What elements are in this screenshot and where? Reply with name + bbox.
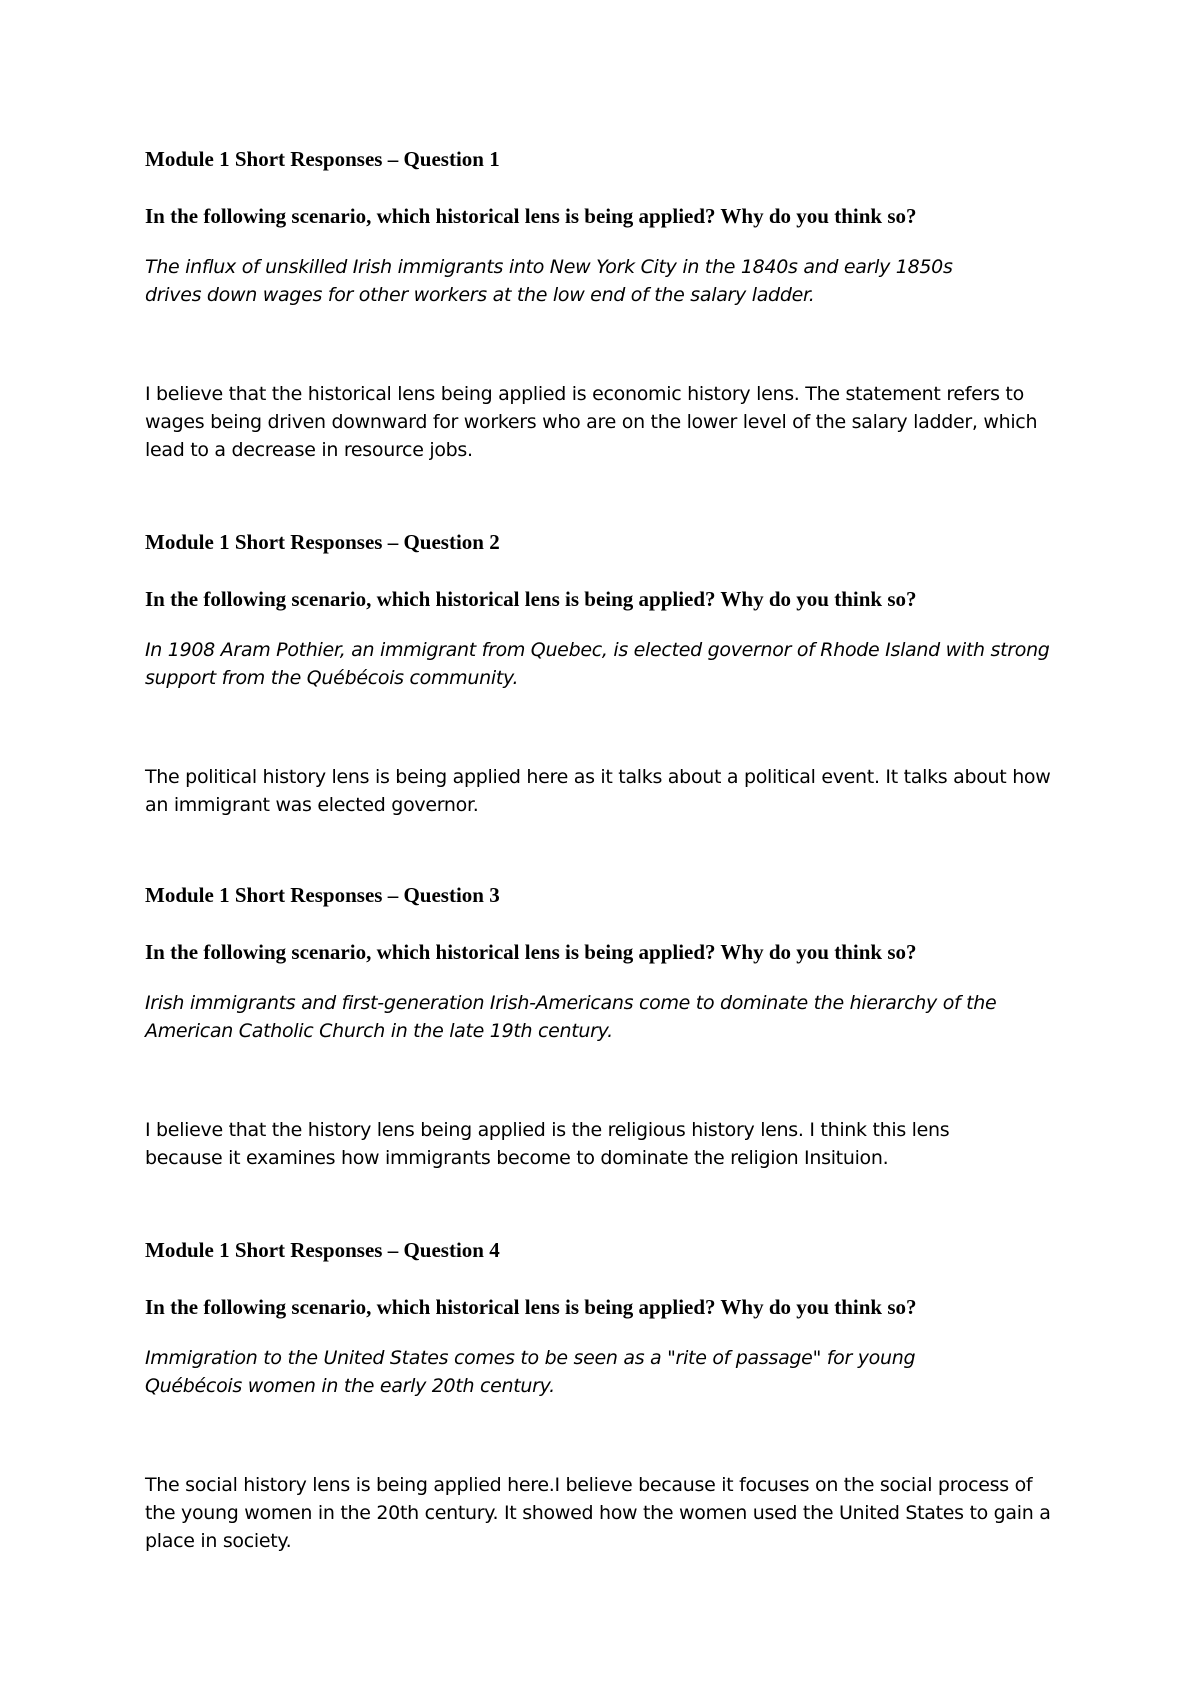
question-4-section	[145, 1236, 1065, 1555]
module-title: Module 1 Short Responses – Question 1	[145, 147, 500, 171]
answer-text: I believe that the history lens being applied is the religious history lens. I think this lens because it examines how immigrants become to dominate the religion Insituion.	[145, 1119, 950, 1169]
answer-text: I believe that the historical lens being applied is economic history lens. The statement refers to wages being driven downward for workers who are on the lower level of the salary ladder, which lead to a decrease in resource jobs.	[145, 383, 1038, 461]
scenario-text: The influx of unskilled Irish immigrants into New York City in the 1840s and early 1850s drives down wages for other workers at the low end of the salary ladder.	[145, 256, 953, 306]
scenario-text: Immigration to the United States comes to be seen as a "rite of passage" for young Québécois women in the early 20th century.	[145, 1347, 916, 1397]
scenario-text: In 1908 Aram Pothier, an immigrant from Quebec, is elected governor of Rhode Island with strong support from the Québécois community.	[145, 639, 1050, 689]
module-title: Module 1 Short Responses – Question 2	[145, 530, 500, 554]
question-prompt: In the following scenario, which historical lens is being applied? Why do you think so?	[145, 587, 917, 611]
module-title: Module 1 Short Responses – Question 3	[145, 883, 500, 907]
question-2-section	[145, 528, 1065, 819]
question-1-section	[145, 145, 1065, 464]
question-prompt: In the following scenario, which historical lens is being applied? Why do you think so?	[145, 204, 917, 228]
scenario-text: Irish immigrants and first-generation Irish-Americans come to dominate the hierarchy of the American Catholic Church in the late 19th century.	[145, 992, 997, 1042]
question-prompt: In the following scenario, which historical lens is being applied? Why do you think so?	[145, 940, 917, 964]
question-prompt: In the following scenario, which historical lens is being applied? Why do you think so?	[145, 1295, 917, 1319]
question-3-section	[145, 881, 1065, 1172]
answer-text: The social history lens is being applied here.I believe because it focuses on the social process of the young women in the 20th century. It showed how the women used the United States to gain a place in society.	[145, 1474, 1051, 1552]
module-title: Module 1 Short Responses – Question 4	[145, 1238, 500, 1262]
answer-text: The political history lens is being applied here as it talks about a political event. It talks about how an immigrant was elected governor.	[145, 766, 1051, 816]
